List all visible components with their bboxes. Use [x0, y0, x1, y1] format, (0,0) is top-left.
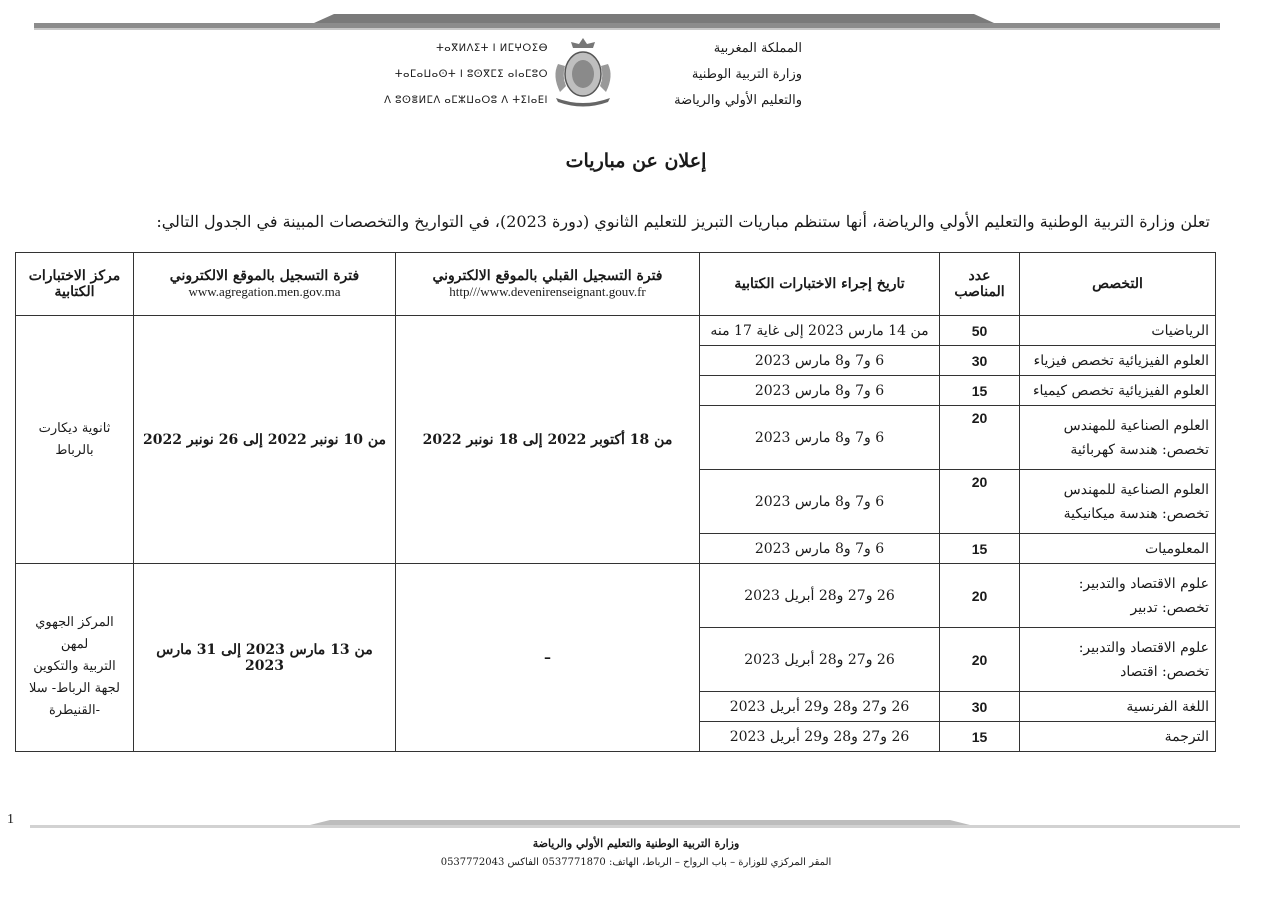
specialty-name: العلوم الصناعية للمهندس: [1063, 481, 1209, 498]
specialty-name: علوم الاقتصاد والتدبير:: [1078, 639, 1209, 656]
header-line-ministry-2: والتعليم الأولي والرياضة: [674, 93, 802, 108]
tifinagh-line-1: ⵜⴰⴳⵍⴷⵉⵜ ⵏ ⵍⵎⵖⵔⵉⴱ: [436, 43, 548, 54]
specialty-cell: الترجمة: [1020, 722, 1216, 752]
table-row: [16, 316, 1216, 346]
exam-date-cell: 6 و7 و8 مارس 2023: [700, 534, 940, 564]
specialty-name: العلوم الصناعية للمهندس: [1063, 417, 1209, 434]
positions-cell: 20: [940, 564, 1020, 628]
exam-date-cell: 6 و7 و8 مارس 2023: [700, 470, 940, 534]
specialty-cell: [1020, 470, 1216, 534]
specialty-sub: تخصص: تدبير: [1130, 599, 1209, 616]
exam-center-line: ثانوية ديكارت: [38, 420, 111, 436]
specialty-cell: [1020, 406, 1216, 470]
exam-center-cell: [16, 564, 134, 752]
royal-coat-of-arms-emblem: [550, 36, 616, 108]
registration-period-cell: من 13 مارس 2023 إلى 31 مارس 2023: [134, 564, 396, 752]
page-footer: [0, 836, 1272, 874]
specialty-cell: الرياضيات: [1020, 316, 1216, 346]
pre-registration-period-cell: –: [396, 564, 700, 752]
header-line-kingdom: المملكة المغربية: [713, 41, 802, 56]
positions-cell: 50: [940, 316, 1020, 346]
specialty-cell: [1020, 628, 1216, 692]
specialty-name: علوم الاقتصاد والتدبير:: [1078, 575, 1209, 592]
registration-label: فترة التسجيل بالموقع الالكتروني: [169, 268, 360, 284]
positions-cell: 15: [940, 376, 1020, 406]
exam-center-line: -القنيطرة: [48, 702, 101, 718]
specialty-cell: العلوم الفيزيائية تخصص كيمياء: [1020, 376, 1216, 406]
exam-date-cell: 6 و7 و8 مارس 2023: [700, 346, 940, 376]
positions-cell: 20: [940, 628, 1020, 692]
exam-date-cell: من 14 مارس 2023 إلى غاية 17 منه: [700, 316, 940, 346]
exam-date-cell: 26 و27 و28 و29 أبريل 2023: [700, 722, 940, 752]
header-line-ministry: وزارة التربية الوطنية: [691, 67, 802, 82]
specialty-sub: تخصص: هندسة ميكانيكية: [1063, 505, 1209, 522]
specialty-cell: اللغة الفرنسية: [1020, 692, 1216, 722]
header-registration: [134, 253, 396, 316]
pre-registration-period-cell: من 18 أكتوبر 2022 إلى 18 نونبر 2022: [396, 316, 700, 564]
specialty-cell: العلوم الفيزيائية تخصص فيزياء: [1020, 346, 1216, 376]
header-exam-date: تاريخ إجراء الاختبارات الكتابية: [700, 253, 940, 316]
specialty-cell: [1020, 564, 1216, 628]
tifinagh-line-3: ⴷ ⵓⵙⴻⵍⵎⴷ ⴰⵎⵣⵡⴰⵔⵓ ⴷ ⵜⵉⵏⴰⴹⵏ: [384, 95, 548, 106]
exam-center-line: بالرباط: [55, 442, 94, 458]
footer-decorative-band: [30, 818, 1240, 836]
header-specialty: التخصص: [1020, 253, 1216, 316]
exam-date-cell: 6 و7 و8 مارس 2023: [700, 376, 940, 406]
tifinagh-line-2: ⵜⴰⵎⴰⵡⴰⵙⵜ ⵏ ⵓⵙⴳⵎⵉ ⴰⵏⴰⵎⵓⵔ: [394, 69, 548, 80]
header-decorative-band: [34, 14, 1220, 36]
positions-cell: 20: [940, 470, 1020, 534]
positions-cell: 15: [940, 722, 1020, 752]
specialty-sub: تخصص: هندسة كهربائية: [1070, 441, 1209, 458]
competitions-table: [15, 252, 1216, 752]
registration-period-cell: من 10 نونبر 2022 إلى 26 نونبر 2022: [134, 316, 396, 564]
ministry-header-tifinagh: [380, 36, 548, 114]
exam-date-cell: 26 و27 و28 أبريل 2023: [700, 564, 940, 628]
footer-ministry-name: وزارة التربية الوطنية والتعليم الأولي والرياضة: [532, 837, 740, 850]
exam-center-line: المركز الجهوي لمهن: [35, 614, 114, 652]
positions-cell: 30: [940, 346, 1020, 376]
pre-registration-url: http///www.devenirenseignant.gouv.fr: [449, 284, 646, 299]
specialty-sub: تخصص: اقتصاد: [1120, 663, 1209, 680]
intro-paragraph: تعلن وزارة التربية الوطنية والتعليم الأولي والرياضة، أنها ستنظم مباريات التبريز للتعليم الثانوي (دورة 2023)، في التواريخ والتخصصات المبينة في الجدول التالي:: [156, 212, 1210, 231]
pre-registration-label: فترة التسجيل القبلي بالموقع الالكتروني: [432, 268, 663, 284]
specialty-cell: المعلوميات: [1020, 534, 1216, 564]
table-header-row: [16, 253, 1216, 316]
page-number: 1: [7, 812, 14, 827]
exam-date-cell: 6 و7 و8 مارس 2023: [700, 406, 940, 470]
exam-date-cell: 26 و27 و28 أبريل 2023: [700, 628, 940, 692]
positions-cell: 30: [940, 692, 1020, 722]
header-pre-registration: [396, 253, 700, 316]
registration-url: www.agregation.men.gov.ma: [188, 284, 341, 299]
positions-cell: 15: [940, 534, 1020, 564]
ministry-header-arabic: [602, 36, 802, 114]
positions-cell: 20: [940, 406, 1020, 470]
announcement-title: إعلان عن مباريات: [565, 150, 707, 172]
exam-center-line: لجهة الرباط- سلا: [29, 680, 120, 696]
exam-date-cell: 26 و27 و28 و29 أبريل 2023: [700, 692, 940, 722]
footer-address: المقر المركزي للوزارة – باب الرواح – الرباط، الهاتف: 0537771870 الفاكس 0537772043: [440, 857, 832, 868]
header-exam-center: مركز الاختبارات الكتابية: [16, 253, 134, 316]
table-row: [16, 564, 1216, 628]
exam-center-line: التربية والتكوين: [33, 658, 116, 674]
exam-center-cell: [16, 316, 134, 564]
header-positions: عدد المناصب: [940, 253, 1020, 316]
